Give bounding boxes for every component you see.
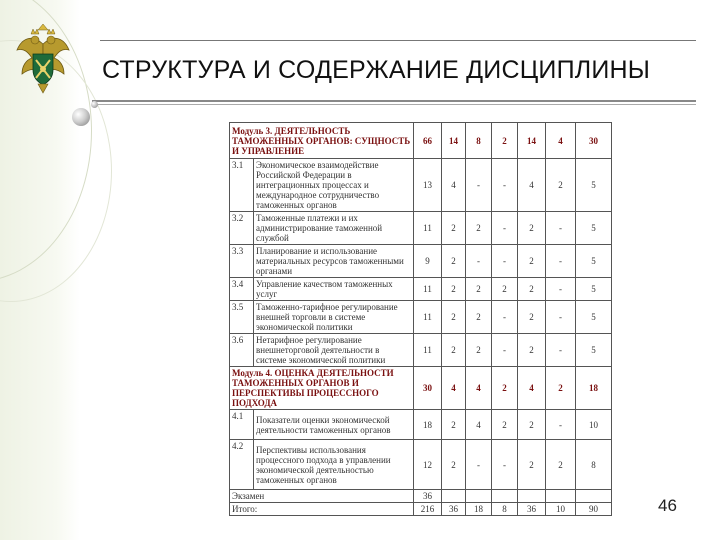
hours-cell: 2 [518, 245, 546, 278]
hours-cell: 30 [576, 123, 612, 159]
hours-cell: 2 [442, 212, 466, 245]
row-topic: Таможенно-тарифное регулирование внешней торговли в системе экономической политики [254, 301, 414, 334]
hours-cell: 8 [466, 123, 492, 159]
table-row [230, 212, 612, 245]
hours-cell: - [492, 159, 518, 212]
hours-cell: 18 [466, 503, 492, 516]
hours-cell: 4 [518, 159, 546, 212]
hours-cell: 18 [576, 367, 612, 410]
hours-cell [492, 490, 518, 503]
hours-cell: 2 [442, 301, 466, 334]
hours-cell: - [492, 301, 518, 334]
hours-cell: - [546, 334, 576, 367]
row-code: 3.2 [230, 212, 254, 245]
hours-cell: 30 [414, 367, 442, 410]
row-code: 3.6 [230, 334, 254, 367]
curriculum-table [229, 122, 612, 516]
module-title: Модуль 4. ОЦЕНКА ДЕЯТЕЛЬНОСТИ ТАМОЖЕННЫХ ОРГАНОВ И ПЕРСПЕКТИВЫ ПРОЦЕССНОГО ПОДХОДА [230, 367, 414, 410]
title-top-rule [100, 40, 696, 41]
hours-cell: - [546, 410, 576, 440]
hours-cell: 4 [546, 123, 576, 159]
row-code: 3.3 [230, 245, 254, 278]
hours-cell: 10 [576, 410, 612, 440]
hours-cell: 14 [442, 123, 466, 159]
table-row [230, 301, 612, 334]
hours-cell: 2 [466, 212, 492, 245]
hours-cell: 2 [442, 410, 466, 440]
row-code: 3.4 [230, 278, 254, 301]
hours-cell: 2 [518, 334, 546, 367]
hours-cell: 5 [576, 278, 612, 301]
hours-cell: 5 [576, 334, 612, 367]
page-title: СТРУКТУРА И СОДЕРЖАНИЕ ДИСЦИПЛИНЫ [102, 56, 651, 84]
module-row [230, 123, 612, 159]
row-topic: Экономическое взаимодействие Российской Федерации в интеграционных процессах и международное сотрудничество таможенных органов [254, 159, 414, 212]
hours-cell: 36 [414, 490, 442, 503]
row-topic: Таможенные платежи и их администрирование таможенной службой [254, 212, 414, 245]
row-topic: Планирование и использование материальных ресурсов таможенными органами [254, 245, 414, 278]
hours-cell: 4 [518, 367, 546, 410]
hours-cell: 11 [414, 301, 442, 334]
hours-cell: 2 [442, 245, 466, 278]
hours-cell: 5 [576, 301, 612, 334]
row-code: 3.5 [230, 301, 254, 334]
hours-cell: - [546, 212, 576, 245]
hours-cell: 36 [442, 503, 466, 516]
hours-cell: 12 [414, 440, 442, 490]
hours-cell: 5 [576, 212, 612, 245]
hours-cell: 11 [414, 278, 442, 301]
row-code: 4.2 [230, 440, 254, 490]
hours-cell: 2 [518, 410, 546, 440]
hours-cell: 2 [492, 123, 518, 159]
title-bottom-rule [92, 100, 696, 102]
hours-cell: - [492, 440, 518, 490]
table-row [230, 278, 612, 301]
slide-number: 46 [658, 496, 677, 515]
row-topic: Нетарифное регулирование внешнеторговой деятельности в системе экономической политики [254, 334, 414, 367]
hours-cell: 2 [518, 301, 546, 334]
hours-cell: 2 [466, 278, 492, 301]
hours-cell [466, 490, 492, 503]
hours-cell: 4 [466, 367, 492, 410]
hours-cell: 66 [414, 123, 442, 159]
hours-cell: - [466, 440, 492, 490]
hours-cell: - [492, 245, 518, 278]
hours-cell: 2 [492, 278, 518, 301]
double-headed-eagle-emblem-icon [14, 24, 72, 94]
hours-cell: - [546, 301, 576, 334]
hours-cell: 4 [442, 159, 466, 212]
hours-cell: 2 [546, 440, 576, 490]
hours-cell: 9 [414, 245, 442, 278]
decorative-bullet-icon [91, 101, 98, 108]
row-topic: Управление качеством таможенных услуг [254, 278, 414, 301]
hours-cell [442, 490, 466, 503]
table-row [230, 245, 612, 278]
hours-cell: 216 [414, 503, 442, 516]
hours-cell: 18 [414, 410, 442, 440]
hours-cell: 11 [414, 212, 442, 245]
hours-cell: 2 [518, 212, 546, 245]
row-code: 4.1 [230, 410, 254, 440]
row-code: 3.1 [230, 159, 254, 212]
hours-cell: 5 [576, 159, 612, 212]
hours-cell [518, 490, 546, 503]
hours-cell: 13 [414, 159, 442, 212]
hours-cell: 11 [414, 334, 442, 367]
table-row [230, 159, 612, 212]
hours-cell: 2 [442, 334, 466, 367]
row-topic: Перспективы использования процессного подхода в управлении экономической деятельностью таможенных органов [254, 440, 414, 490]
hours-cell: 4 [466, 410, 492, 440]
hours-cell: 4 [442, 367, 466, 410]
hours-cell: - [466, 159, 492, 212]
title-bottom-rule [92, 104, 696, 105]
total-label: Итого: [230, 503, 414, 516]
hours-cell: 2 [546, 159, 576, 212]
hours-cell [576, 490, 612, 503]
hours-cell: 2 [492, 410, 518, 440]
hours-cell: - [466, 245, 492, 278]
total-label: Экзамен [230, 490, 414, 503]
hours-cell: 8 [492, 503, 518, 516]
total-row [230, 503, 612, 516]
hours-cell [546, 490, 576, 503]
hours-cell: 90 [576, 503, 612, 516]
module-title: Модуль 3. ДЕЯТЕЛЬНОСТЬ ТАМОЖЕННЫХ ОРГАНОВ: СУЩНОСТЬ И УПРАВЛЕНИЕ [230, 123, 414, 159]
hours-cell: - [546, 245, 576, 278]
total-row [230, 490, 612, 503]
hours-cell: 2 [442, 278, 466, 301]
hours-cell: 2 [546, 367, 576, 410]
table-row [230, 410, 612, 440]
hours-cell: 36 [518, 503, 546, 516]
row-topic: Показатели оценки экономической деятельности таможенных органов [254, 410, 414, 440]
decorative-bullet-icon [72, 108, 90, 126]
hours-cell: 10 [546, 503, 576, 516]
hours-cell: - [546, 278, 576, 301]
hours-cell: 5 [576, 245, 612, 278]
hours-cell: 2 [518, 278, 546, 301]
hours-cell: 14 [518, 123, 546, 159]
hours-cell: - [492, 334, 518, 367]
hours-cell: 2 [518, 440, 546, 490]
hours-cell: - [492, 212, 518, 245]
table-row [230, 334, 612, 367]
hours-cell: 2 [466, 301, 492, 334]
hours-cell: 8 [576, 440, 612, 490]
hours-cell: 2 [442, 440, 466, 490]
hours-cell: 2 [466, 334, 492, 367]
module-row [230, 367, 612, 410]
table-row [230, 440, 612, 490]
hours-cell: 2 [492, 367, 518, 410]
